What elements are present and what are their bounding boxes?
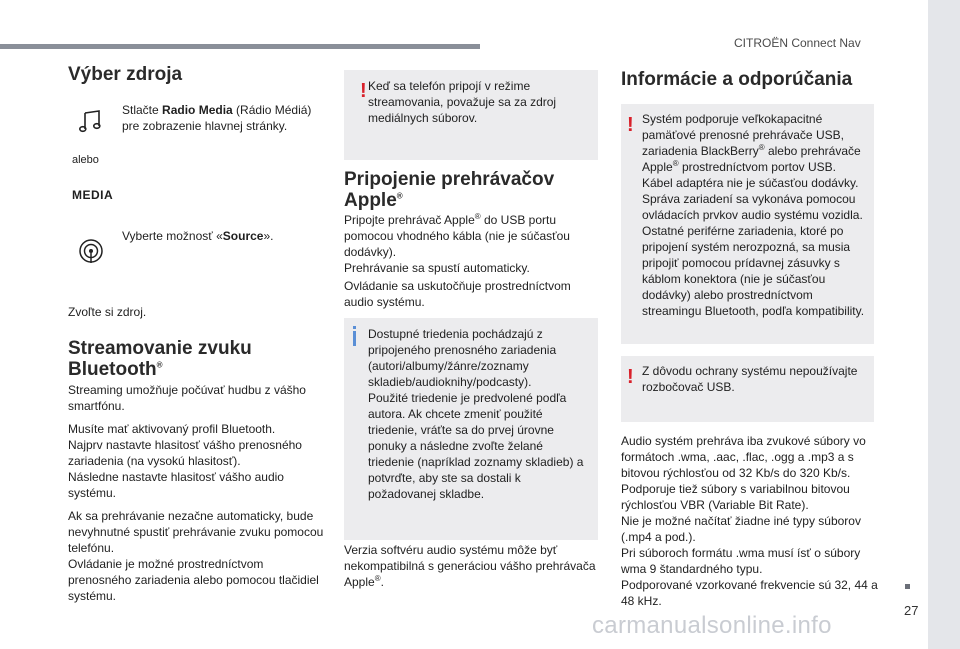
registered-mark: ®: [374, 574, 381, 583]
warning-icon: !: [627, 366, 634, 388]
version-note: [344, 542, 600, 590]
text: (Rádio Médiá) pre zobrazenie hlavnej stránky.: [122, 103, 312, 133]
section-title: Výber zdroja: [68, 64, 183, 85]
info-section-title-wrap: [621, 69, 881, 90]
text: alebo prehrávače Apple: [642, 144, 861, 174]
paragraph: Z dôvodu ochrany systému nepoužívajte rozbočovač USB.: [642, 364, 858, 394]
registered-mark: ®: [156, 360, 163, 370]
media-button-label: MEDIA: [72, 188, 114, 202]
text: Vyberte možnosť «: [122, 229, 223, 243]
text: do USB portu pomocou vhodného kábla (nie je súčasťou dodávky).: [344, 213, 570, 259]
text: ».: [263, 229, 274, 243]
page-number: 27: [904, 603, 919, 618]
info-icon: [353, 326, 363, 352]
text: Systém podporuje veľkokapacitné pamäťové prenosné prehrávače USB, zariadenia BlackBerry: [642, 112, 844, 158]
text: .: [380, 575, 384, 589]
text: Stlačte: [122, 103, 163, 117]
paragraph: Keď sa telefón pripojí v režime streamovania, považuje sa za zdroj mediálnych súborov.: [368, 79, 557, 125]
section-source-title-wrap: [68, 64, 326, 85]
paragraph: Podporované vzorkované frekvencie sú 32, 44 a 48 kHz.: [621, 578, 878, 608]
header-rule: [0, 44, 480, 49]
warning-icon: !: [627, 114, 634, 136]
text: Pripojte prehrávač Apple: [344, 213, 475, 227]
choose-source-text: Zvoľte si zdroj.: [68, 305, 147, 319]
paragraph: Podporuje tiež súbory s variabilnou bitovou rýchlosťou VBR (Variable Bit Rate).: [621, 482, 850, 512]
paragraph: Použité triedenie je predvolené podľa autora. Ak chcete zmeniť použité triedenie, vráťte sa do prvej úrovne ponuky a následne zvoľte želané triedenie (napríklad zoznamy skladieb) a potvrďte, aby ste sa dostali k požadovanej skladbe.: [368, 391, 584, 501]
paragraph: Audio systém prehráva iba zvukové súbory vo formátoch .wma, .aac, .flac, .ogg a .mp3 a s bitovou rýchlosťou od 32 Kb/s do 320 Kb/s.: [621, 434, 866, 480]
page-edge-strip: [928, 0, 960, 649]
paragraph: Prehrávanie sa spustí automaticky.: [344, 261, 530, 275]
bluetooth-section: [68, 338, 326, 604]
paragraph: Dostupné triedenia pochádzajú z pripojeného prenosného zariadenia (autori/albumy/žánre/zoznamy skladieb/audioknihy/podcasty).: [368, 327, 557, 389]
registered-mark: ®: [474, 212, 481, 221]
text: Verzia softvéru audio systému môže byť nekompatibilná s generáciou vášho prehrávača Apple: [344, 543, 596, 589]
music-note-icon: [78, 108, 104, 139]
warning-box: [344, 70, 598, 160]
info-text: [368, 326, 590, 502]
registered-mark: ®: [396, 191, 403, 201]
page-marker: [905, 584, 910, 589]
info-box: [344, 318, 598, 540]
radio-media-label: Radio Media: [162, 103, 233, 117]
paragraph: Ovládanie sa uskutočňuje prostredníctvom audio systému.: [344, 279, 571, 309]
warning-text: [368, 78, 578, 126]
paragraph: Správa zariadení sa vykonáva pomocou ovládacích prvkov audio systému vozidla.: [642, 192, 863, 222]
warning-box: [621, 356, 874, 422]
apple-section: [344, 169, 600, 310]
paragraph: Ovládanie je možné prostredníctvom prenosného zariadenia alebo pomocou tlačidiel systému.: [68, 557, 319, 603]
warning-text: [642, 111, 868, 319]
text: prostredníctvom portov USB. Kábel adaptéra nie je súčasťou dodávky.: [642, 160, 859, 190]
source-icon: [78, 238, 104, 269]
paragraph: Ak sa prehrávanie nezačne automaticky, bude nevyhnutné spustiť prehrávanie zvuku pomocou telefónu.: [68, 509, 324, 555]
warning-text: [642, 363, 868, 395]
paragraph: Streaming umožňuje počúvať hudbu z vášho smartfónu.: [68, 383, 306, 413]
title-line: Streamovanie zvuku: [68, 338, 252, 359]
section-title: [344, 169, 600, 211]
section-title: [68, 338, 326, 380]
alebo-text: alebo: [72, 154, 99, 166]
title-line: Apple: [344, 190, 397, 211]
registered-mark: ®: [672, 159, 679, 168]
registered-mark: ®: [758, 143, 765, 152]
section-title: Informácie a odporúčania: [621, 69, 853, 90]
paragraph: Následne nastavte hlasitosť vášho audio systému.: [68, 470, 284, 500]
paragraph: Najprv nastavte hlasitosť vášho prenosného zariadenia (na vysokú hlasitosť).: [68, 438, 302, 468]
source-instruction: [122, 228, 322, 244]
paragraph: Pri súboroch formátu .wma musí ísť o súbory wma 9 štandardného typu.: [621, 546, 861, 576]
warning-icon: !: [360, 80, 367, 102]
manual-title: CITROËN Connect Nav: [734, 36, 861, 50]
title-line: Bluetooth: [68, 359, 157, 380]
paragraph: Musíte mať aktivovaný profil Bluetooth.: [68, 422, 276, 436]
source-label: Source: [222, 229, 264, 243]
warning-box: [621, 104, 874, 344]
radio-media-instruction: [122, 102, 322, 134]
formats-section: [621, 433, 883, 609]
paragraph: Nie je možné načítať žiadne iné typy súborov (.mp4 a pod.).: [621, 514, 861, 544]
paragraph: Ostatné periférne zariadenia, ktoré po pripojení systém nerozpozná, sa musia pripojiť pomocou prídavnej zásuvky s káblom konektora (nie je súčasťou dodávky) alebo prostredníctvom streamingu Bluetooth, podľa kompatibility.: [642, 224, 865, 318]
watermark: carmanualsonline.info: [592, 612, 832, 639]
title-line: Pripojenie prehrávačov: [344, 169, 555, 190]
